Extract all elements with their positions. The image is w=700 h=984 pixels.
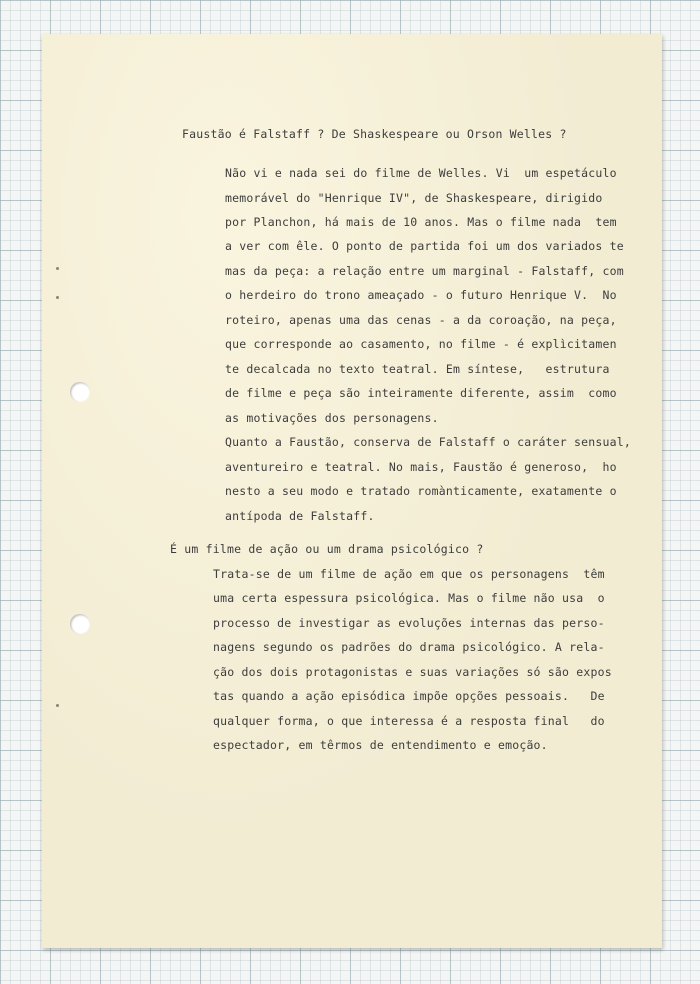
section-question: É um filme de ação ou um drama psicológico ? [170,542,484,556]
text-line: nagens segundo os padrões do drama psicológico. A rela- [213,640,605,654]
text-line: a ver com êle. O ponto de partida foi um dos variados te [225,239,624,253]
text-line: Quanto a Faustão, conserva de Falstaff o caráter sensual, [225,435,632,449]
text-line: nesto a seu modo e tratado romànticamente, exatamente o [225,484,617,498]
text-line: as motivações dos personagens. [225,411,439,425]
text-line: o herdeiro do trono ameaçado - o futuro Henrique V. No [225,288,617,302]
text-line: que corresponde ao casamento, no filme - é explìcitamen [225,337,617,351]
text-line: mas da peça: a relação entre um marginal - Falstaff, com [225,264,624,278]
text-line: uma certa espessura psicológica. Mas o filme não usa o [213,591,605,605]
text-line: memorável do "Henrique IV", de Shaskespeare, dirigido [225,191,603,205]
text-line: processo de investigar as evoluções internas das perso- [213,616,605,630]
text-line: roteiro, apenas uma das cenas - a da coroação, na peça, [225,313,617,327]
punch-hole-bottom [70,614,90,634]
document-title: Faustão é Falstaff ? De Shaskespeare ou Orson Welles ? [182,127,567,141]
punch-hole-top [70,382,90,402]
text-line: Não vi e nada sei do filme de Welles. Vi um espetáculo [225,166,617,180]
margin-mark [56,704,59,707]
text-line: espectador, em têrmos de entendimento e emoção. [213,738,548,752]
margin-mark [56,296,59,299]
margin-mark [56,267,59,270]
typewritten-page [42,34,662,948]
text-line: por Planchon, há mais de 10 anos. Mas o filme nada tem [225,215,617,229]
text-line: aventureiro e teatral. No mais, Faustão é generoso, ho [225,460,617,474]
text-line: antípoda de Falstaff. [225,509,375,523]
text-line: qualquer forma, o que interessa é a resposta final do [213,714,605,728]
text-line: tas quando a ação episódica impõe opções pessoais. De [213,689,605,703]
text-line: de filme e peça são inteiramente diferente, assim como [225,386,617,400]
text-line: Trata-se de um filme de ação em que os personagens têm [213,567,605,581]
text-line: ção dos dois protagonistas e suas variações só são expos [213,665,612,679]
text-line: te decalcada no texto teatral. Em síntese, estrutura [225,362,610,376]
